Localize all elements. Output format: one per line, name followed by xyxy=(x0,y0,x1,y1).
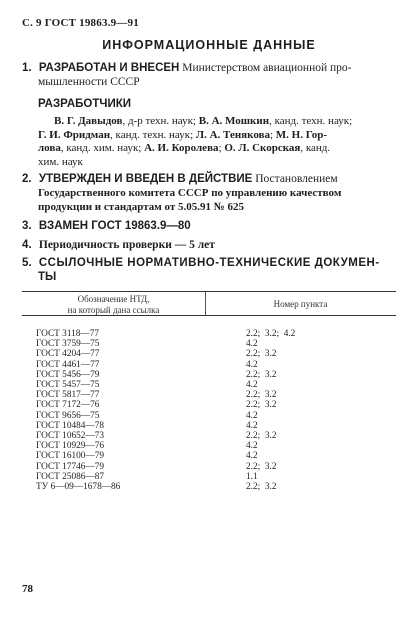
header-line: Обозначение НТД, xyxy=(77,294,150,304)
table-top-rule xyxy=(22,291,396,292)
table-cell-doc: ГОСТ 4204—77 xyxy=(36,349,100,360)
table-cell-doc: ГОСТ 17746—79 xyxy=(36,461,105,472)
table-cell-items: 4.2 xyxy=(246,451,258,462)
section-text: Периодичность проверки — 5 лет xyxy=(38,239,215,251)
table-cell-doc: ТУ 6—09—1678—86 xyxy=(36,482,121,492)
section-number: 3. xyxy=(22,220,32,232)
developer-degree: , канд. техн. наук; xyxy=(269,115,353,127)
separator: ; xyxy=(269,128,276,141)
section-number: 4. xyxy=(22,239,32,251)
developers-line-3 xyxy=(38,142,388,156)
table-header-rule xyxy=(22,315,396,316)
developer-name: А. И. Королева xyxy=(144,142,219,155)
section-5 xyxy=(22,256,380,270)
table-cell-doc: ГОСТ 10929—76 xyxy=(36,441,105,452)
table-cell-doc: ГОСТ 9656—75 xyxy=(36,410,100,421)
table-cell-doc: ГОСТ 5456—79 xyxy=(36,369,100,380)
table-header-doc xyxy=(22,294,205,315)
developers-line-4: хим. наук xyxy=(38,155,83,168)
developer-degree: , д-р техн. наук; xyxy=(122,115,199,127)
developer-name: О. Л. Скорская xyxy=(224,142,301,155)
table-cell-items: 2.2; 3.2 xyxy=(246,400,277,411)
table-cell-doc: ГОСТ 3118—77 xyxy=(36,329,100,339)
developer-degree: , канд. техн. наук; xyxy=(110,128,196,141)
developer-name: М. Н. Гор- xyxy=(275,128,328,141)
section-lead: ВЗАМЕН ГОСТ 19863.9—80 xyxy=(38,220,191,232)
developers-list xyxy=(38,115,388,169)
developer-degree: , канд. хим. наук; xyxy=(60,142,145,155)
developer-name: В. А. Мошкин xyxy=(198,115,270,127)
section-1-line2: мышленности СССР xyxy=(38,76,140,88)
page-number: 78 xyxy=(22,583,33,595)
table-cell-items: 2.2; 3.2 xyxy=(246,431,277,441)
section-5-line2: ТЫ xyxy=(38,271,57,283)
table-cell-doc: ГОСТ 10652—73 xyxy=(36,431,105,441)
developer-degree: , канд. xyxy=(300,142,331,155)
table-cell-doc: ГОСТ 25086—87 xyxy=(36,471,105,482)
table-cell-doc: ГОСТ 7172—76 xyxy=(36,400,100,411)
developers-line-2 xyxy=(38,129,388,143)
table-header-items: Номер пункта xyxy=(273,299,328,309)
section-1 xyxy=(22,61,352,75)
table-cell-items: 1.1 xyxy=(246,471,258,482)
section-2 xyxy=(22,172,338,186)
header-line: на который дана ссылка xyxy=(67,304,160,315)
section-lead: УТВЕРЖДЕН И ВВЕДЕН В ДЕЙСТВИЕ xyxy=(38,173,253,185)
section-lead: РАЗРАБОТАН И ВНЕСЕН xyxy=(38,62,180,74)
table-cell-doc: ГОСТ 3759—75 xyxy=(36,339,100,350)
table-cell-items: 2.2; 3.2 xyxy=(246,349,277,360)
table-cell-items: 4.2 xyxy=(246,380,258,390)
developer-name: Л. А. Тенякова xyxy=(195,128,270,141)
table-cell-items: 2.2; 3.2 xyxy=(246,390,277,401)
developers-heading: РАЗРАБОТЧИКИ xyxy=(38,98,131,110)
table-cell-doc: ГОСТ 16100—79 xyxy=(36,451,105,462)
table-cell-items: 2.2; 3.2 xyxy=(246,461,277,472)
table-cell-doc: ГОСТ 10484—78 xyxy=(36,420,105,431)
section-2-line2: Государственного комитета СССР по управлению качеством xyxy=(38,187,342,199)
table-cell-items: 4.2 xyxy=(246,420,258,431)
table-cell-items: 2.2; 3.2; 4.2 xyxy=(246,329,296,339)
table-cell-doc: ГОСТ 4461—77 xyxy=(36,359,100,370)
table-cell-doc: ГОСТ 5457—75 xyxy=(36,380,100,390)
developer-name: Г. И. Фридман xyxy=(38,128,111,141)
section-3 xyxy=(22,219,191,233)
table-cell-items: 2.2; 3.2 xyxy=(246,369,277,380)
section-number: 2. xyxy=(22,173,32,185)
section-lead: ССЫЛОЧНЫЕ НОРМАТИВНО-ТЕХНИЧЕСКИЕ ДОКУМЕН- xyxy=(38,257,380,269)
section-2-line3: продукции и стандартам от 5.05.91 № 625 xyxy=(38,201,245,213)
page-title: ИНФОРМАЦИОННЫЕ ДАННЫЕ xyxy=(102,38,316,52)
developers-line-1 xyxy=(38,115,388,129)
section-4 xyxy=(22,238,215,252)
page-header: С. 9 ГОСТ 19863.9—91 xyxy=(22,17,139,29)
table-cell-items: 2.2; 3.2 xyxy=(246,482,277,492)
developer-name: лова xyxy=(38,142,61,155)
table-cell-items: 4.2 xyxy=(246,410,258,421)
table-cell-doc: ГОСТ 5817—77 xyxy=(36,390,100,401)
section-number: 1. xyxy=(22,62,32,74)
table-cell-items: 4.2 xyxy=(246,441,258,452)
separator: ; xyxy=(218,142,225,155)
section-text: Постановлением xyxy=(252,173,338,185)
section-text: Министерством авиационной про- xyxy=(179,62,352,74)
table-cell-items: 4.2 xyxy=(246,339,258,350)
table-cell-items: 4.2 xyxy=(246,359,258,370)
section-number: 5. xyxy=(22,257,32,269)
developer-name: В. Г. Давыдов xyxy=(54,115,123,127)
